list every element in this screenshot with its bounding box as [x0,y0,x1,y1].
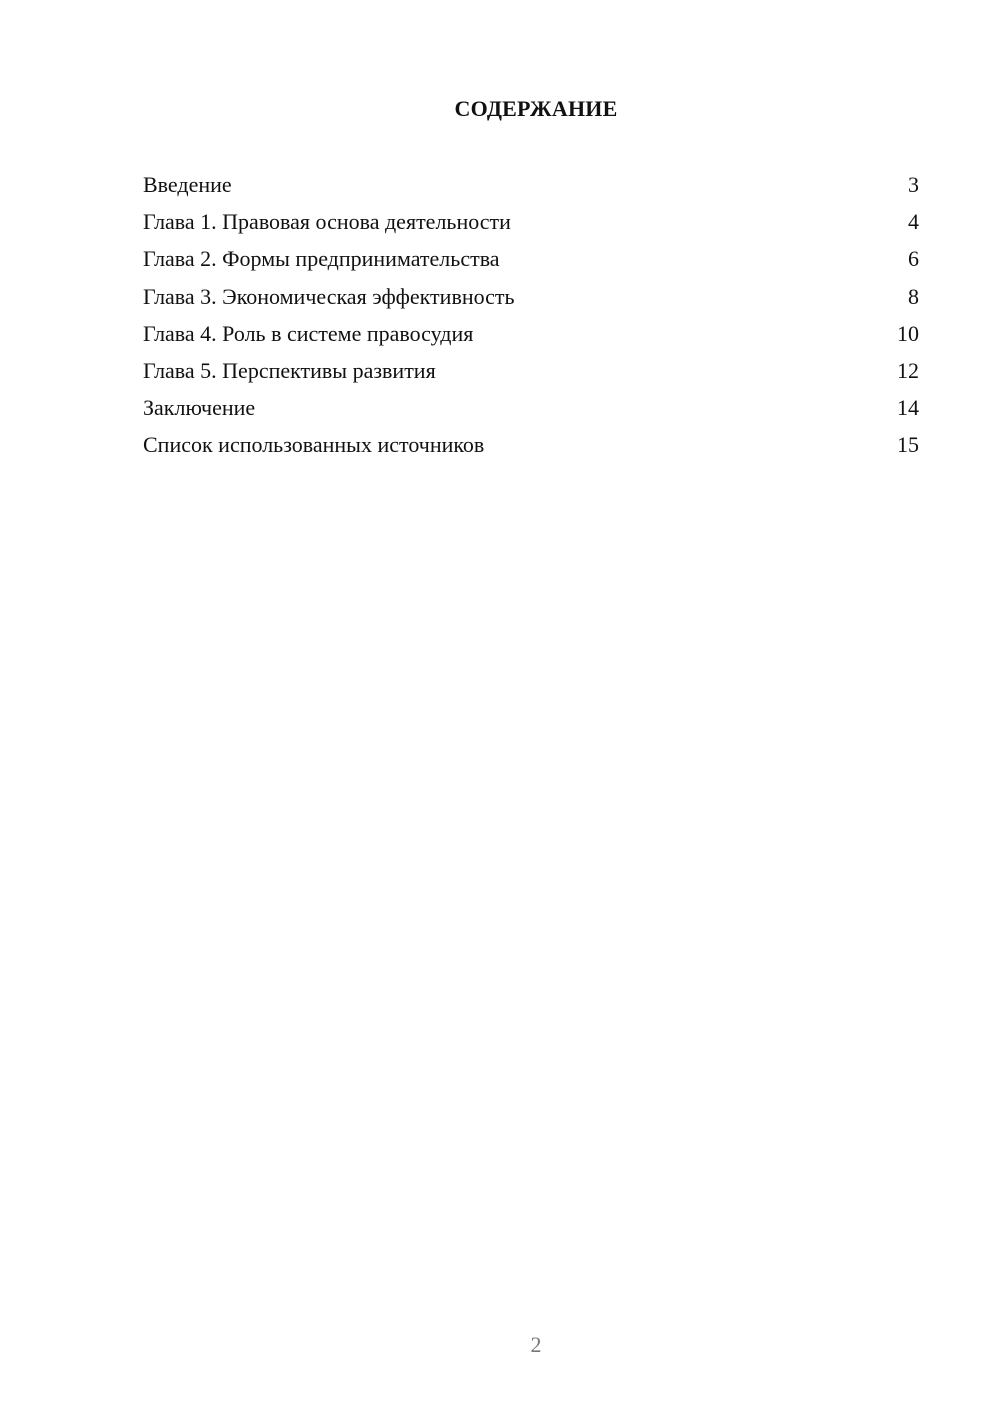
toc-item-page: 12 [897,357,919,383]
toc-item-page: 15 [897,432,919,458]
toc-item-introduction [143,170,919,207]
page-title: СОДЕРЖАНИЕ [454,96,618,121]
toc-item-chapter-4 [143,319,919,356]
toc-item-references [143,430,919,467]
toc-item-label: Глава 4. Роль в системе правосудия [143,320,474,346]
page-number: 2 [530,1332,542,1357]
toc-item-chapter-1 [143,207,919,244]
toc-item-chapter-3 [143,282,919,319]
toc-item-conclusion [143,393,919,430]
toc-item-label: Глава 1. Правовая основа деятельности [143,209,511,235]
toc-item-chapter-5 [143,356,919,393]
toc-item-label: Введение [143,172,232,197]
toc-item-label: Глава 5. Перспективы развития [143,357,436,383]
toc-item-page: 8 [908,283,919,309]
toc-item-page: 10 [897,320,919,346]
toc-item-page: 4 [908,209,919,235]
toc-item-page: 6 [908,246,919,272]
toc-item-page: 14 [897,395,919,421]
table-of-contents [143,170,919,468]
toc-item-label: Глава 3. Экономическая эффективность [143,283,515,309]
toc-item-chapter-2 [143,244,919,281]
toc-item-page: 3 [908,172,919,197]
toc-item-label: Список использованных источников [143,432,485,458]
toc-item-label: Глава 2. Формы предпринимательства [143,246,500,272]
toc-item-label: Заключение [143,395,256,421]
